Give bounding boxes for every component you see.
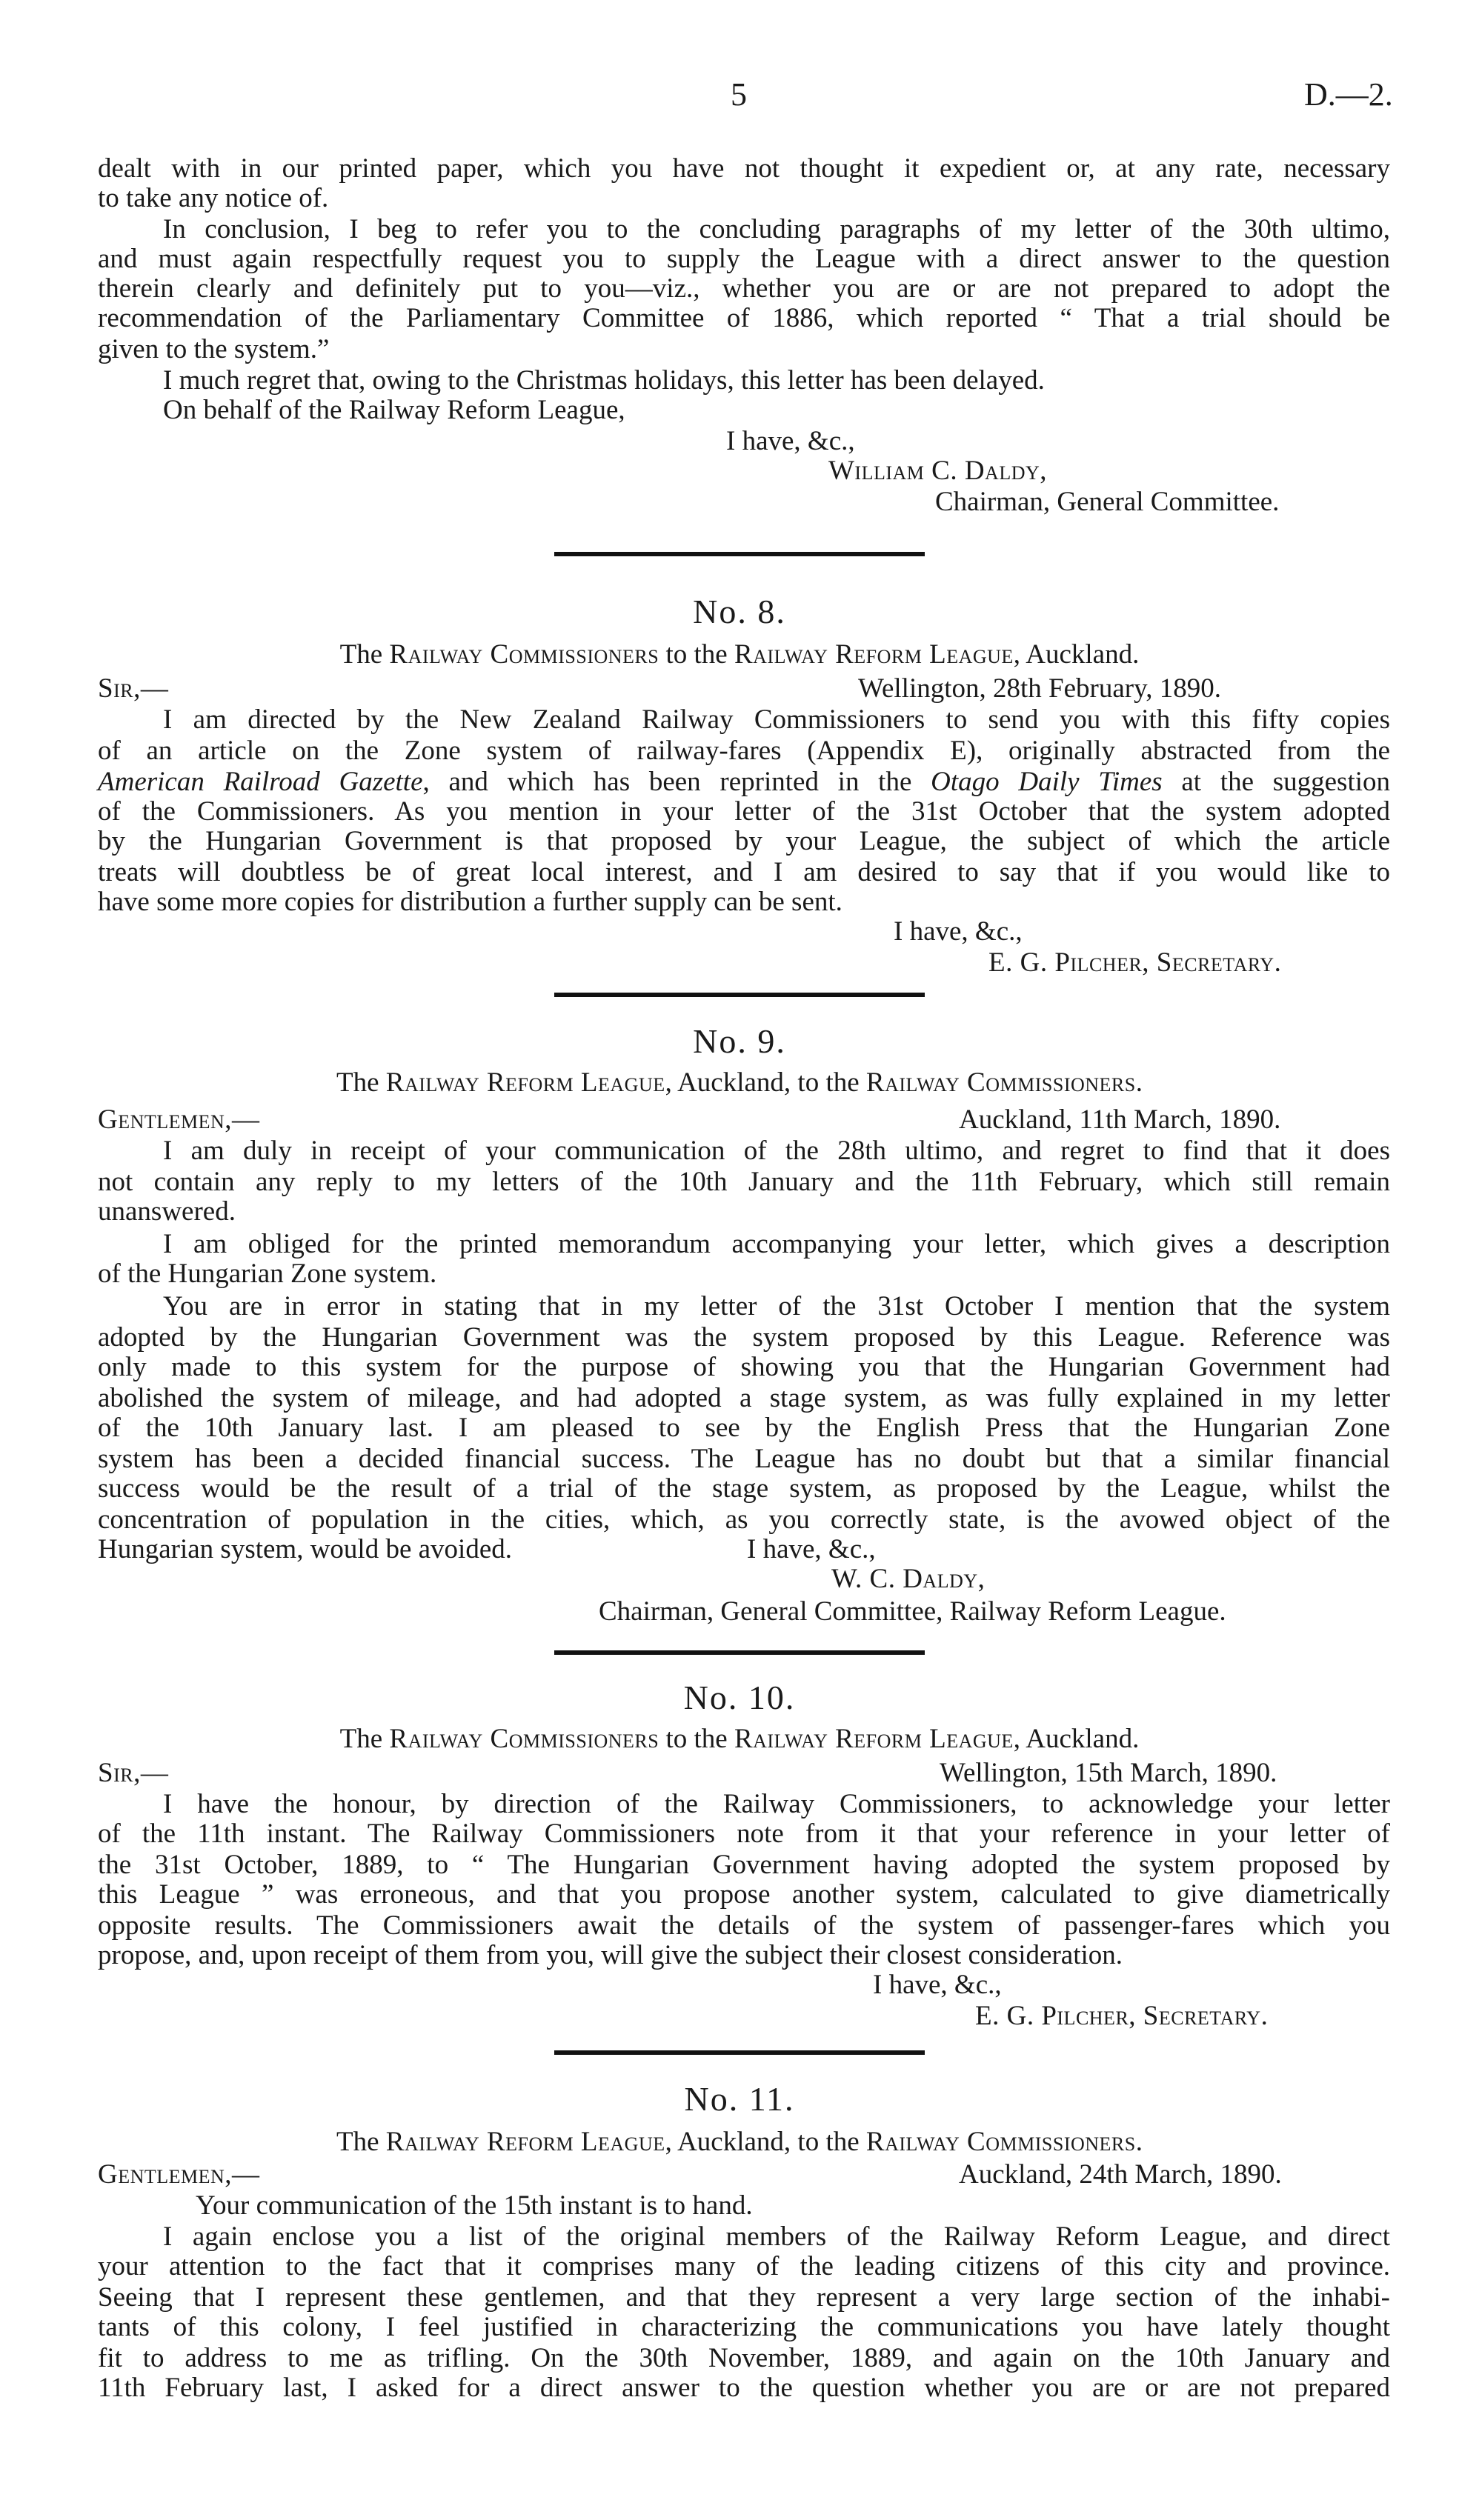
body-line: propose, and, upon receipt of them from you, will give the subject their closest consideration.	[98, 1940, 1123, 1970]
closing: I have, &c.,	[726, 426, 855, 456]
body-line: I have the honour, by direction of the Railway Commissioners, to acknowledge your letter	[163, 1789, 1390, 1819]
body-line: success would be the result of a trial of the stage system, as proposed by the League, whilst the	[98, 1473, 1390, 1504]
body-line: I again enclose you a list of the original members of the Railway Reform League, and direct	[163, 2221, 1390, 2252]
body-line: of an article on the Zone system of railway-fares (Appendix E), originally abstracted from the	[98, 736, 1390, 766]
body-line: tants of this colony, I feel justified in characterizing the communications you have lately thought	[98, 2312, 1390, 2342]
salutation: Sir,—	[98, 1758, 169, 1788]
body-line: American Railroad Gazette, and which has been reprinted in the Otago Daily Times at the suggestion	[98, 767, 1391, 797]
body-line: recommendation of the Parliamentary Committee of 1886, which reported “ That a trial should be	[98, 303, 1390, 333]
letter-parties: The Railway Commissioners to the Railway Reform League, Auckland.	[339, 1724, 1140, 1754]
body-line: not contain any reply to my letters of the 10th January and the 11th February, which still remain	[98, 1167, 1390, 1197]
dateline: Auckland, 11th March, 1890.	[959, 1104, 1281, 1135]
body-line: adopted by the Hungarian Government was the system proposed by this League. Reference was	[98, 1322, 1390, 1353]
signature: William C. Daldy,	[828, 456, 1048, 486]
closing: I have, &c.,	[747, 1534, 876, 1564]
signature: W. C. Daldy,	[831, 1564, 986, 1594]
body-line: have some more copies for distribution a further supply can be sent.	[98, 887, 842, 917]
body-line: only made to this system for the purpose of showing you that the Hungarian Government had	[98, 1352, 1390, 1382]
body-line: 11th February last, I asked for a direct answer to the question whether you are or are not prepared	[98, 2373, 1390, 2403]
body-line: unanswered.	[98, 1196, 236, 1227]
body-line: your attention to the fact that it comprises many of the leading citizens of this city and province.	[98, 2251, 1390, 2281]
body-line: to take any notice of.	[98, 183, 329, 213]
signature: E. G. Pilcher, Secretary.	[975, 2001, 1269, 2031]
body-line: given to the system.”	[98, 334, 330, 364]
closing: I have, &c.,	[873, 1970, 1002, 2000]
body-line: system has been a decided financial success. The League has no doubt but that a similar financial	[98, 1444, 1390, 1474]
body-line: of the 11th instant. The Railway Commissioners note from it that your reference in your letter of	[98, 1819, 1390, 1849]
salutation: Gentlemen,—	[98, 1104, 260, 1135]
body-line: You are in error in stating that in my letter of the 31st October I mention that the system	[163, 1291, 1390, 1321]
body-line: In conclusion, I beg to refer you to the concluding paragraphs of my letter of the 30th ultimo,	[163, 214, 1390, 244]
letter-heading: No. 8.	[693, 593, 786, 630]
section-rule	[554, 2050, 925, 2055]
body-line: of the Commissioners. As you mention in your letter of the 31st October that the system adopted	[98, 796, 1390, 827]
body-line: concentration of population in the cities, which, as you correctly state, is the avowed object of the	[98, 1504, 1390, 1535]
body-line: of the 10th January last. I am pleased to see by the English Press that the Hungarian Zone	[98, 1413, 1390, 1443]
page-number: 5	[731, 76, 747, 113]
signatory-title: Chairman, General Committee.	[935, 487, 1280, 517]
signature: E. G. Pilcher, Secretary.	[988, 947, 1282, 978]
letter-heading: No. 9.	[693, 1022, 786, 1060]
section-rule	[554, 552, 925, 556]
body-line: this League ” was erroneous, and that you propose another system, calculated to give diametrically	[98, 1879, 1390, 1910]
body-line: opposite results. The Commissioners await the details of the system of passenger-fares which you	[98, 1910, 1390, 1941]
body-line: treats will doubtless be of great local interest, and I am desired to say that if you would like to	[98, 857, 1390, 887]
letter-parties: The Railway Reform League, Auckland, to the Railway Commissioners.	[336, 1067, 1143, 1098]
body-line: I much regret that, owing to the Christmas holidays, this letter has been delayed.	[163, 365, 1045, 396]
signatory-title: Chairman, General Committee, Railway Reform League.	[599, 1596, 1226, 1627]
section-rule	[554, 1650, 925, 1655]
closing: I have, &c.,	[894, 916, 1023, 947]
salutation: Sir,—	[98, 673, 169, 704]
document-reference: D.—2.	[1304, 76, 1393, 113]
dateline: Wellington, 28th February, 1890.	[858, 673, 1221, 704]
body-line: of the Hungarian Zone system.	[98, 1259, 437, 1289]
letter-heading: No. 10.	[683, 1679, 796, 1716]
letter-parties: The Railway Commissioners to the Railway Reform League, Auckland.	[339, 639, 1140, 670]
body-line: the 31st October, 1889, to “ The Hungarian Government having adopted the system proposed by	[98, 1850, 1390, 1880]
body-line: fit to address to me as trifling. On the 30th November, 1889, and again on the 10th January and	[98, 2343, 1390, 2373]
section-rule	[554, 993, 925, 997]
salutation: Gentlemen,—	[98, 2159, 260, 2190]
body-line: and must again respectfully request you to supply the League with a direct answer to the question	[98, 244, 1390, 274]
dateline: Wellington, 15th March, 1890.	[940, 1758, 1277, 1788]
body-line: therein clearly and definitely put to you—viz., whether you are or are not prepared to adopt the	[98, 273, 1390, 304]
body-line: Hungarian system, would be avoided.	[98, 1534, 512, 1564]
dateline: Auckland, 24th March, 1890.	[959, 2159, 1282, 2190]
body-line: I am directed by the New Zealand Railway Commissioners to send you with this fifty copies	[163, 704, 1390, 735]
letter-heading: No. 11.	[684, 2080, 795, 2118]
body-line: I am duly in receipt of your communication of the 28th ultimo, and regret to find that it does	[163, 1136, 1390, 1166]
body-line: On behalf of the Railway Reform League,	[163, 395, 625, 425]
body-line: dealt with in our printed paper, which you have not thought it expedient or, at any rate, necessary	[98, 153, 1390, 184]
letter-parties: The Railway Reform League, Auckland, to the Railway Commissioners.	[336, 2127, 1143, 2157]
body-line: I am obliged for the printed memorandum accompanying your letter, which gives a description	[163, 1229, 1390, 1259]
body-line: abolished the system of mileage, and had adopted a stage system, as was fully explained in my letter	[98, 1383, 1390, 1413]
body-line: by the Hungarian Government is that proposed by your League, the subject of which the article	[98, 826, 1390, 856]
body-line: Your communication of the 15th instant is to hand.	[196, 2190, 753, 2221]
body-line: Seeing that I represent these gentlemen, and that they represent a very large section of the inhabi-	[98, 2282, 1390, 2313]
